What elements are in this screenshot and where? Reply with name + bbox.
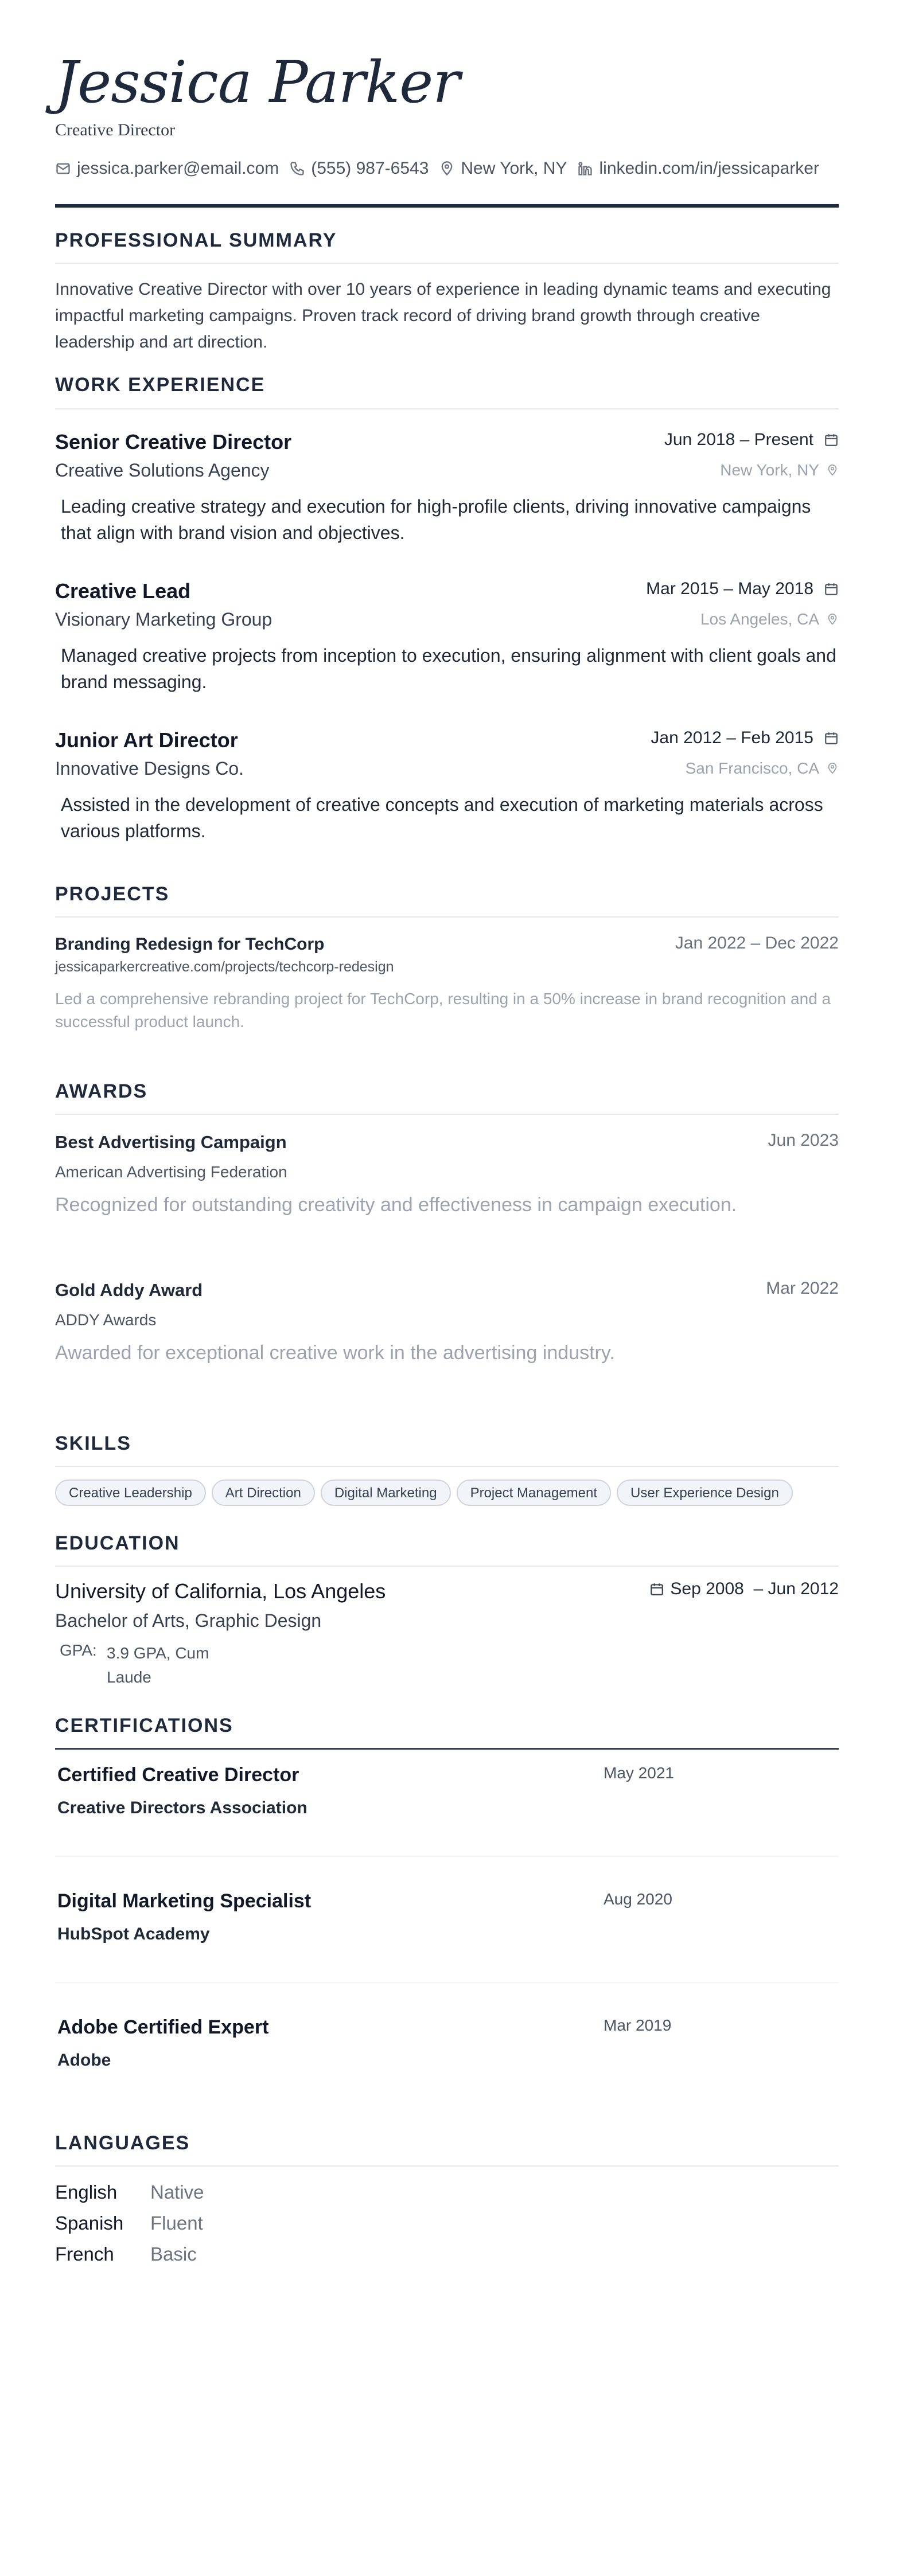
education-date: Sep 2008 – Jun 2012 — [649, 1579, 839, 1599]
section-divider — [55, 408, 839, 409]
section-divider — [55, 1748, 839, 1750]
award-date: Mar 2022 — [766, 1279, 839, 1298]
calendar-icon — [824, 731, 839, 746]
summary-heading: PROFESSIONAL SUMMARY — [55, 229, 337, 251]
skill-chip: Creative Leadership — [55, 1480, 206, 1506]
job-date: Jan 2012 – Feb 2015 — [651, 728, 839, 748]
award-description: Recognized for outstanding creativity and effectiveness in campaign execution. — [55, 1194, 737, 1216]
awards-heading: AWARDS — [55, 1080, 148, 1102]
section-divider — [55, 916, 839, 918]
language-level: Fluent — [150, 2212, 203, 2234]
certification-date: Aug 2020 — [604, 1890, 672, 1908]
phone-icon — [289, 161, 305, 177]
certification-divider — [55, 1982, 839, 1983]
contact-row — [55, 157, 830, 180]
mail-icon — [55, 161, 71, 177]
summary-text: Innovative Creative Director with over 10 years of experience in leading dynamic teams and executing impactful marketing campaigns. Proven track record of driving brand growth through creative leadership and art direction. — [55, 280, 831, 352]
section-divider — [55, 1566, 839, 1567]
job-title: Creative Lead — [55, 579, 191, 603]
certification-name: Certified Creative Director — [57, 1764, 299, 1786]
project-date: Jan 2022 – Dec 2022 — [675, 934, 839, 953]
project-description: Led a comprehensive rebranding project for TechCorp, resulting in a 50% increase in brand recognition and a successful product launch. — [55, 990, 831, 1031]
gpa-value: 3.9 GPA, Cum Laude — [107, 1644, 209, 1686]
job-date: Jun 2018 – Present — [664, 430, 839, 450]
linkedin-icon — [577, 161, 593, 177]
job-company: Visionary Marketing Group — [55, 609, 272, 630]
map-pin-icon — [826, 613, 839, 626]
skill-chip: Art Direction — [212, 1480, 315, 1506]
job-location: New York, NY — [720, 461, 839, 479]
job-location: Los Angeles, CA — [700, 610, 839, 629]
projects-heading: PROJECTS — [55, 883, 170, 905]
job-title: Junior Art Director — [55, 728, 238, 752]
contact-phone[interactable]: (555) 987-6543 — [289, 159, 429, 178]
skill-chip: User Experience Design — [617, 1480, 793, 1506]
job-company: Innovative Designs Co. — [55, 758, 244, 779]
calendar-icon — [824, 432, 839, 447]
skills-heading: SKILLS — [55, 1433, 131, 1454]
education-degree: Bachelor of Arts, Graphic Design — [55, 1610, 322, 1631]
job-location: San Francisco, CA — [686, 759, 839, 778]
certification-name: Adobe Certified Expert — [57, 2016, 269, 2038]
experience-heading: WORK EXPERIENCE — [55, 374, 266, 396]
map-pin-icon — [826, 464, 839, 477]
gpa-label: GPA: — [60, 1641, 97, 1659]
education-heading: EDUCATION — [55, 1532, 180, 1554]
award-org: ADDY Awards — [55, 1311, 157, 1329]
certification-divider — [55, 1856, 839, 1857]
job-company: Creative Solutions Agency — [55, 460, 270, 481]
section-divider — [55, 263, 839, 264]
candidate-role: Creative Director — [55, 120, 176, 139]
certification-org: HubSpot Academy — [57, 1925, 210, 1943]
header-divider — [55, 204, 839, 208]
project-url-link[interactable]: jessicaparkercreative.com/projects/techcorp-redesign — [55, 959, 394, 975]
candidate-name: Jessica Parker — [55, 49, 460, 116]
map-pin-icon — [826, 762, 839, 775]
award-date: Jun 2023 — [768, 1131, 839, 1150]
language-name: French — [55, 2243, 114, 2265]
education-school: University of California, Los Angeles — [55, 1579, 386, 1603]
award-org: American Advertising Federation — [55, 1163, 287, 1181]
certification-name: Digital Marketing Specialist — [57, 1890, 312, 1912]
language-name: English — [55, 2181, 118, 2203]
calendar-icon — [649, 1582, 664, 1597]
certifications-heading: CERTIFICATIONS — [55, 1715, 233, 1736]
language-name: Spanish — [55, 2212, 124, 2234]
certification-org: Adobe — [57, 2051, 111, 2070]
contact-location: New York, NY — [439, 159, 567, 178]
job-date: Mar 2015 – May 2018 — [646, 579, 839, 599]
language-level: Basic — [150, 2243, 197, 2265]
certification-org: Creative Directors Association — [57, 1798, 307, 1817]
map-pin-icon — [439, 161, 455, 177]
contact-email[interactable]: jessica.parker@email.com — [55, 159, 279, 178]
contact-linkedin[interactable]: linkedin.com/in/jessicaparker — [577, 159, 819, 178]
skills-list — [55, 1480, 799, 1506]
award-title: Gold Addy Award — [55, 1280, 203, 1300]
award-description: Awarded for exceptional creative work in the advertising industry. — [55, 1342, 615, 1364]
project-name: Branding Redesign for TechCorp — [55, 935, 325, 954]
skill-chip: Digital Marketing — [321, 1480, 451, 1506]
calendar-icon — [824, 581, 839, 596]
job-description: Assisted in the development of creative concepts and execution of marketing materials across various platforms. — [61, 794, 823, 841]
job-description: Leading creative strategy and execution for high-profile clients, driving innovative campaigns that align with brand vision and objectives. — [61, 496, 811, 543]
skill-chip: Project Management — [457, 1480, 611, 1506]
award-title: Best Advertising Campaign — [55, 1132, 287, 1152]
job-title: Senior Creative Director — [55, 430, 292, 454]
certification-date: May 2021 — [604, 1764, 674, 1782]
section-divider — [55, 2165, 839, 2167]
certification-date: Mar 2019 — [604, 2016, 672, 2034]
job-description: Managed creative projects from inception to execution, ensuring alignment with client goals and brand messaging. — [61, 645, 836, 692]
language-level: Native — [150, 2181, 204, 2203]
section-divider — [55, 1466, 839, 1467]
section-divider — [55, 1114, 839, 1115]
languages-heading: LANGUAGES — [55, 2132, 190, 2154]
